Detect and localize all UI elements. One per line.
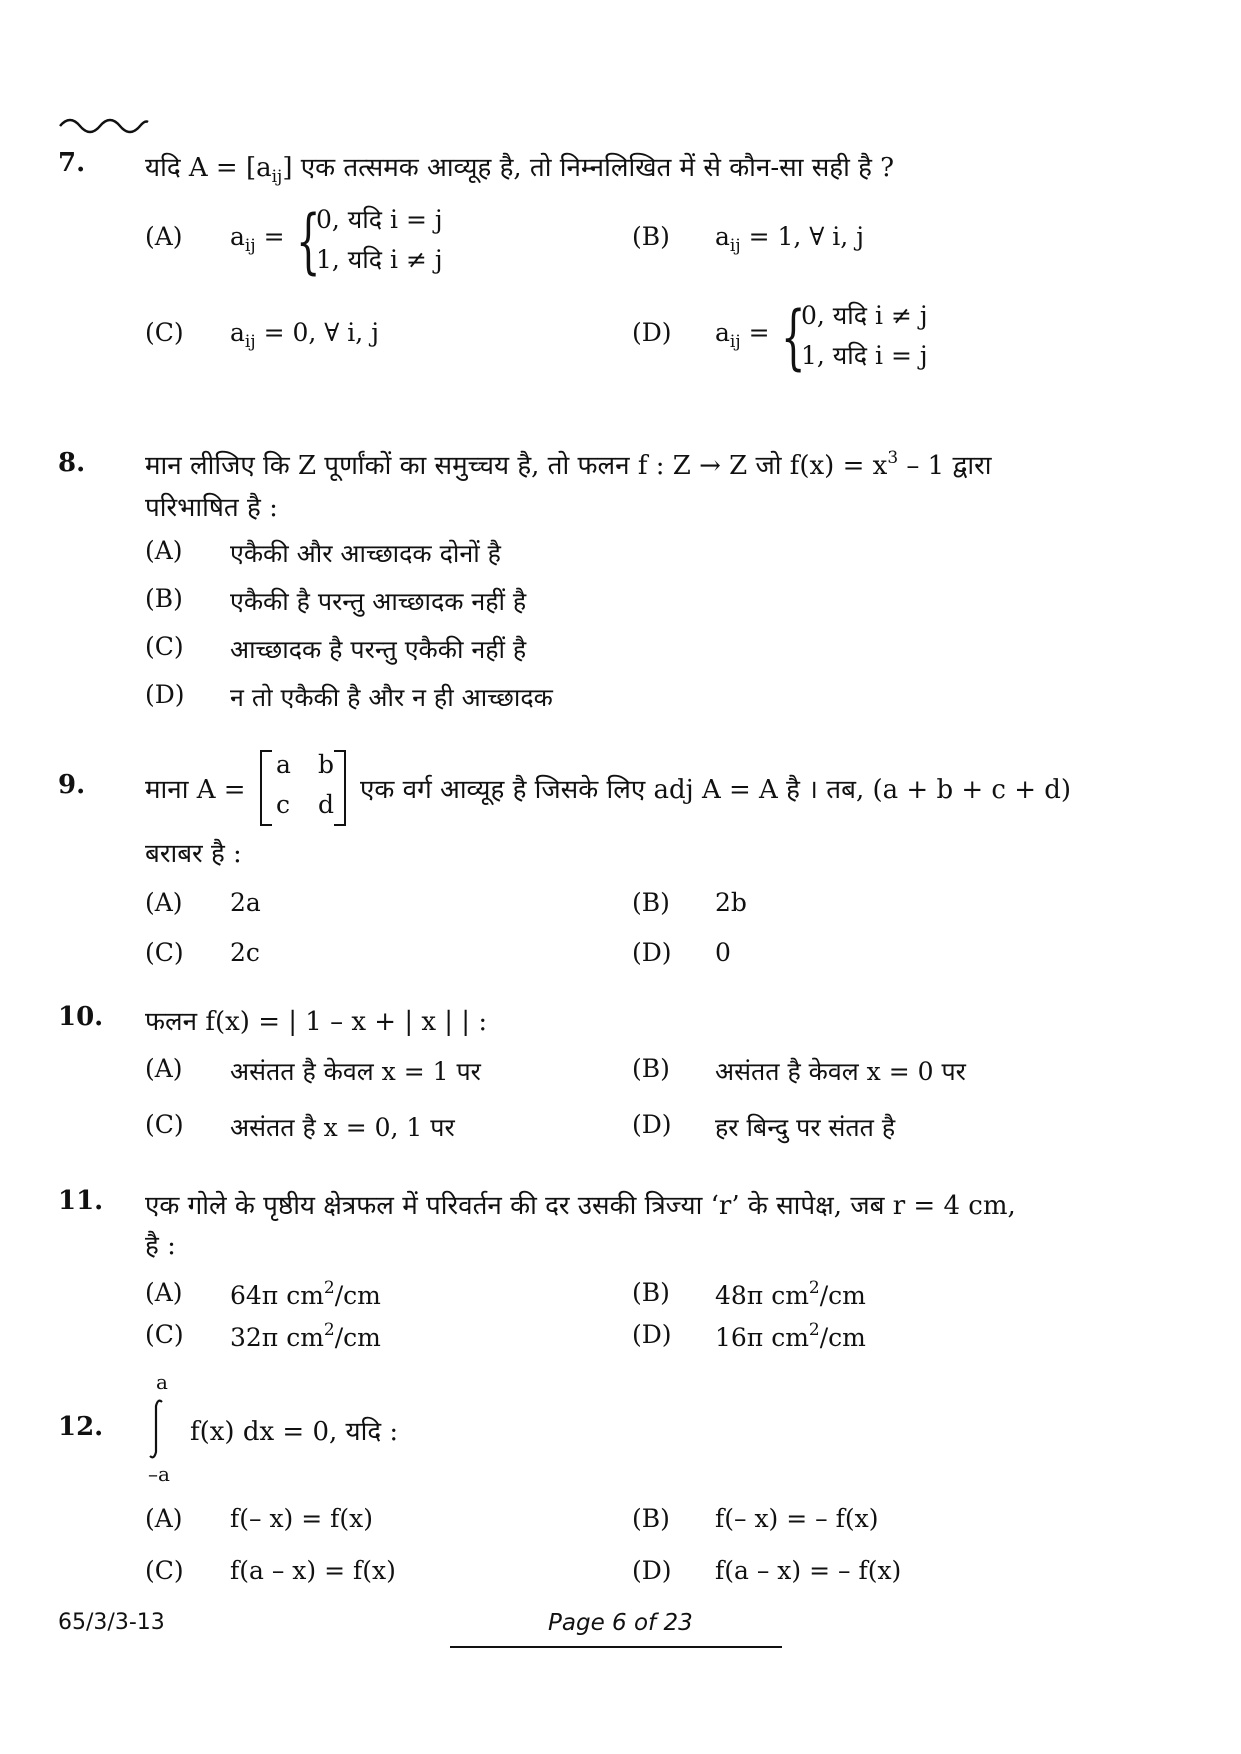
option-c: असंतत है x = 0, 1 पर xyxy=(230,1113,455,1142)
case-line: 1, यदि i = j xyxy=(801,341,928,370)
option-d: 16π $cm^2/cm$ xyxy=(715,1320,866,1352)
option-label: (A) xyxy=(145,536,183,565)
case-line: 0, यदि i ≠ j xyxy=(801,301,928,330)
option-c: आच्छादक है परन्तु एकैकी नहीं है xyxy=(230,635,527,664)
option-d: न तो एकैकी है और न ही आच्छादक xyxy=(230,683,553,712)
option-label: (C) xyxy=(145,632,184,661)
piecewise-brace: { xyxy=(296,200,321,282)
option-label: (C) xyxy=(145,938,184,967)
option-a: 2a xyxy=(230,888,261,917)
option-b: 2b xyxy=(715,888,747,917)
option-label: (B) xyxy=(632,888,670,917)
question-stem: एक वर्ग आव्यूह है जिसके लिए adj A = A है । तब, (a + b + c + d) xyxy=(360,775,1072,805)
option-c: f(a – x) = f(x) xyxy=(230,1556,396,1585)
option-b: एकैकी है परन्तु आच्छादक नहीं है xyxy=(230,587,527,616)
option-label: (B) xyxy=(632,1054,670,1083)
option-label: (A) xyxy=(145,1278,183,1307)
option-label: (D) xyxy=(632,1110,672,1139)
integral-upper-limit: a xyxy=(156,1370,168,1394)
option-b: $a_{ij} = 1$, ∀ i, j xyxy=(715,222,864,256)
option-a: f(– x) = f(x) xyxy=(230,1504,374,1533)
piecewise-brace: { xyxy=(781,296,806,378)
option-a: $a_{ij}$ = xyxy=(230,222,285,256)
question-number: 9. xyxy=(58,770,86,800)
question-stem-prefix: माना A = xyxy=(145,775,246,805)
paper-code: 65/3/3-13 xyxy=(58,1610,165,1635)
option-label: (D) xyxy=(632,318,672,347)
question-number: 7. xyxy=(58,148,86,178)
option-a: एकैकी और आच्छादक दोनों है xyxy=(230,539,501,568)
option-label: (D) xyxy=(632,938,672,967)
question-stem: f(x) dx = 0, यदि : xyxy=(190,1417,399,1447)
option-label: (A) xyxy=(145,888,183,917)
option-a: 64π $cm^2/cm$ xyxy=(230,1278,381,1310)
question-stem: यदि $A = [a_{ij}]$ एक तत्समक आव्यूह है, तो निम्नलिखित में से कौन-सा सही है ? xyxy=(145,153,895,187)
option-label: (D) xyxy=(632,1320,672,1349)
footer-rule xyxy=(450,1646,782,1648)
case-line: 1, यदि i ≠ j xyxy=(316,245,443,274)
question-stem: फलन f(x) = | 1 – x + | x | | : xyxy=(145,1007,488,1037)
option-label: (C) xyxy=(145,1110,184,1139)
option-b: 48π $cm^2/cm$ xyxy=(715,1278,866,1310)
wave-decoration xyxy=(58,112,150,136)
question-stem-line: परिभाषित है : xyxy=(145,493,278,523)
question-stem: मान लीजिए कि Z पूर्णांकों का समुच्चय है, तो फलन f : Z → Z जो $f(x) = x^3 - 1$ द्वारा xyxy=(145,448,992,481)
matrix-entry: c xyxy=(276,790,291,819)
integral-sign-icon xyxy=(146,1398,168,1460)
option-label: (A) xyxy=(145,1504,183,1533)
integral-lower-limit: –a xyxy=(148,1462,170,1486)
option-label: (C) xyxy=(145,318,184,347)
option-c: 32π $cm^2/cm$ xyxy=(230,1320,381,1352)
question-stem-line: बराबर है : xyxy=(145,839,242,869)
option-b: f(– x) = – f(x) xyxy=(715,1504,879,1533)
page-number: Page 6 of 23 xyxy=(548,1610,693,1636)
option-label: (A) xyxy=(145,222,183,251)
option-label: (B) xyxy=(632,1504,670,1533)
option-label: (C) xyxy=(145,1556,184,1585)
question-number: 8. xyxy=(58,448,86,478)
matrix-entry: d xyxy=(318,790,335,819)
option-d: f(a – x) = – f(x) xyxy=(715,1556,902,1585)
matrix-entry: b xyxy=(318,750,335,779)
question-stem-line: है : xyxy=(145,1231,176,1261)
option-label: (A) xyxy=(145,1054,183,1083)
question-number: 10. xyxy=(58,1002,104,1032)
question-number: 12. xyxy=(58,1412,104,1442)
matrix-entry: a xyxy=(276,750,291,779)
option-label: (D) xyxy=(145,680,185,709)
option-d: हर बिन्दु पर संतत है xyxy=(715,1113,896,1142)
option-d: 0 xyxy=(715,938,731,967)
option-label: (B) xyxy=(145,584,183,613)
option-a: असंतत है केवल x = 1 पर xyxy=(230,1057,481,1086)
option-label: (B) xyxy=(632,1278,670,1307)
question-number: 11. xyxy=(58,1186,104,1216)
case-line: 0, यदि i = j xyxy=(316,205,443,234)
option-d: $a_{ij}$ = xyxy=(715,318,770,352)
option-label: (B) xyxy=(632,222,670,251)
question-stem: एक गोले के पृष्ठीय क्षेत्रफल में परिवर्तन की दर उसकी त्रिज्या ‘r’ के सापेक्ष, जब r = 4 cm, xyxy=(145,1191,1016,1221)
option-c: 2c xyxy=(230,938,260,967)
option-c: $a_{ij} = 0$, ∀ i, j xyxy=(230,318,379,352)
option-b: असंतत है केवल x = 0 पर xyxy=(715,1057,966,1086)
option-label: (D) xyxy=(632,1556,672,1585)
option-label: (C) xyxy=(145,1320,184,1349)
